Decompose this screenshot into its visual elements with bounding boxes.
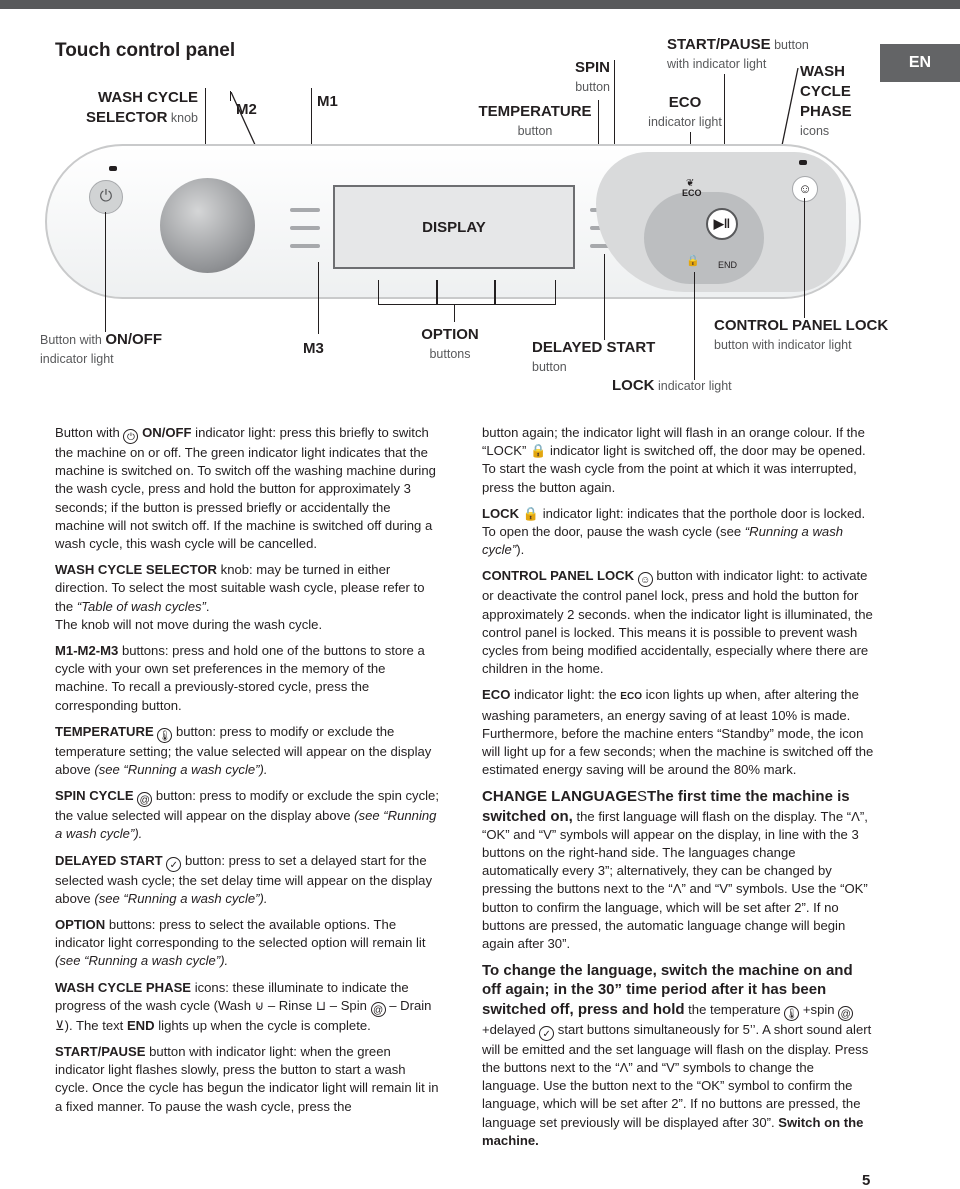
right-column: [482, 424, 874, 1158]
eco-label: ECO indicator light: [648, 94, 722, 129]
spin-paragraph: SPIN CYCLE @ button: press to modify or exclude the spin cycle; the value selected will appear on the display above (see “Running a wash cycle”).: [55, 788, 439, 842]
lock-icon: 🔒: [530, 443, 547, 459]
lock-continued-paragraph: button again; the indicator light will flash in an orange colour. If the “LOCK” 🔒 indicator light is switched off, the door may be opened. To start the wash cycle from the point at which it was interrupted, press the button again.: [482, 425, 866, 495]
child-lock-icon: ☺: [798, 181, 812, 196]
end-indicator-text: END: [718, 260, 738, 270]
language-paragraph: CHANGE LANGUAGESThe first time the machine is switched on, the first language will flash on the display. The “Λ”, “OK” and “V” symbols will appear on the display, in line with the 3 buttons on the right-hand side. The languages change automatically every 3”; alternatively, they can be changed by pressing the buttons next to the “Λ” and “V” symbols. Use the “OK” button to confirm the language, which will be set after 2”. If no buttons are pressed, the automatic language change will begin again after 30”.: [482, 788, 868, 952]
start-pause-pad-inner: [644, 192, 764, 284]
m3-button[interactable]: [290, 244, 320, 248]
page-title: Touch control panel: [55, 40, 236, 61]
delayed-start-label: DELAYED START button: [532, 339, 656, 374]
m2-button[interactable]: [290, 226, 320, 230]
start-pause-button[interactable]: [706, 208, 738, 240]
temperature-label: TEMPERATURE button: [478, 103, 592, 138]
thermometer-icon: 🌡: [157, 728, 172, 743]
child-lock-icon: ☺: [638, 572, 653, 587]
spin-icon: @: [838, 1006, 853, 1021]
clock-icon: ✓: [539, 1026, 554, 1041]
memory-paragraph: M1-M2-M3 buttons: press and hold one of the buttons to store a cycle with your own set preferences in the memory of the machine. To recall a previously-stored cycle, press the corresponding button.: [55, 643, 425, 713]
change-language-paragraph: To change the language, switch the machine on and off again; in the 30” time period after it has been switched off, press and hold the temperature 🌡 +spin @ +delayed ✓ start buttons simultaneously for 5’’. A short sound alert will be emitted and the set language will flash on the display. Press the buttons next to the “Λ” and “V” symbols to change the language. Use the button next to the “OK” symbol to confirm the language, which will be set after 2”. If no buttons are pressed, the language set previously will be displayed after 30”. Switch on the machine.: [482, 962, 872, 1148]
top-bar: [0, 0, 960, 9]
lock-paragraph: LOCK 🔒 indicator light: indicates that the porthole door is locked. To open the door, pause the wash cycle (see “Running a wash cycle”).: [482, 505, 866, 558]
m1-label: M1: [317, 93, 338, 110]
lock-icon: 🔒: [522, 505, 540, 521]
spin-icon: @: [371, 1002, 386, 1017]
start-pause-label: START/PAUSE button with indicator light: [667, 36, 809, 71]
on-off-paragraph: Button with ⏻ ON/OFF indicator light: press this briefly to switch the machine on or off. The green indicator light indicates that the machine is switched on. To switch off the washing machine during the wash cycle, press and hold the button for approximately 3 seconds; if the button is pressed briefly or accidentally the machine will not switch off. If the machine is switched off during a wash cycle, this wash cycle will be cancelled.: [55, 425, 436, 552]
power-icon: ⏻: [123, 429, 138, 444]
leaf-icon: ❦: [686, 178, 695, 189]
m3-label: M3: [303, 340, 324, 357]
control-lock-paragraph: CONTROL PANEL LOCK ☺ button with indicator light: to activate or deactivate the control panel lock, press and hold the button for approximately 2 seconds. when the indicator light is illuminated, the control panel is locked. This means it is possible to prevent wash cycles from being modified accidentally, especially where there are children in the home.: [482, 568, 873, 677]
play-pause-icon: ▶‖: [713, 216, 731, 231]
temperature-paragraph: TEMPERATURE 🌡 button: press to modify or exclude the temperature setting; the value selected will appear on the display above (see “Running a wash cycle”).: [55, 723, 432, 778]
option-bracket-3: [494, 280, 556, 305]
clock-icon: ✓: [166, 857, 181, 872]
display: DISPLAY: [333, 185, 575, 269]
on-off-indicator: [109, 166, 117, 171]
left-column: [55, 424, 441, 1124]
m2-label: M2: [236, 101, 257, 118]
wash-cycle-selector-label: WASH CYCLE SELECTOR knob: [86, 89, 198, 126]
m1-button[interactable]: [290, 208, 320, 212]
eco-paragraph: ECO indicator light: the ECO icon lights up when, after altering the washing parameters, an energy saving of at least 10% is made. Furthermore, before the machine enters “Standby” mode, the icon will light up for a few seconds; when the machine is switched off the estimated energy saving will be around the 80% mark.: [482, 687, 874, 778]
child-lock-indicator: [799, 160, 807, 165]
wash-icon: ⊍: [254, 997, 265, 1013]
selector-paragraph: WASH CYCLE SELECTOR knob: may be turned in either direction. To select the most suitable wash cycle, please refer to the “Table of wash cycles”. The knob will not move during the wash cycle.: [55, 562, 425, 632]
option-paragraph: OPTION buttons: press to select the available options. The indicator light corresponding to the selected option will remain lit (see “Running a wash cycle”).: [55, 917, 426, 969]
language-tab: EN: [880, 44, 960, 82]
control-panel-lock-label: CONTROL PANEL LOCK button with indicator light: [714, 317, 889, 352]
phase-paragraph: WASH CYCLE PHASE icons: these illuminate to indicate the progress of the wash cycle (Wash ⊍ – Rinse ⊔ – Spin @ – Drain ⊻). The text END lights up when the cycle is complete.: [55, 979, 432, 1033]
page-number: 5: [862, 1172, 871, 1189]
wash-cycle-phase-label: WASH CYCLE PHASE icons: [800, 63, 852, 138]
rinse-icon: ⊔: [315, 997, 327, 1013]
start-pause-paragraph: START/PAUSE button with indicator light: when the green indicator light flashes slowly, press the button to start a wash cycle. Once the cycle has begun the indicator light will remain lit in a fixed manner. To pause the wash cycle, press the: [55, 1044, 439, 1114]
thermometer-icon: 🌡: [784, 1006, 799, 1021]
eco-indicator-text: ECO: [682, 188, 702, 198]
drain-icon: ⊻: [55, 1017, 65, 1033]
option-bracket-2: [436, 280, 496, 305]
wash-cycle-selector-knob[interactable]: [160, 178, 255, 273]
spin-icon: @: [137, 792, 152, 807]
option-label: OPTION buttons: [421, 326, 479, 361]
lock-label: LOCK indicator light: [612, 377, 732, 394]
lock-icon: 🔒: [686, 255, 700, 267]
option-bracket-1: [378, 280, 438, 305]
spin-label: SPIN button: [574, 59, 610, 94]
on-off-label: Button with ON/OFF indicator light: [40, 331, 162, 366]
power-button[interactable]: [89, 180, 123, 214]
power-icon: ⏻: [99, 188, 113, 205]
delayed-start-paragraph: DELAYED START ✓ button: press to set a delayed start for the selected wash cycle; the set delay time will appear on the display above (see “Running a wash cycle”).: [55, 852, 433, 906]
